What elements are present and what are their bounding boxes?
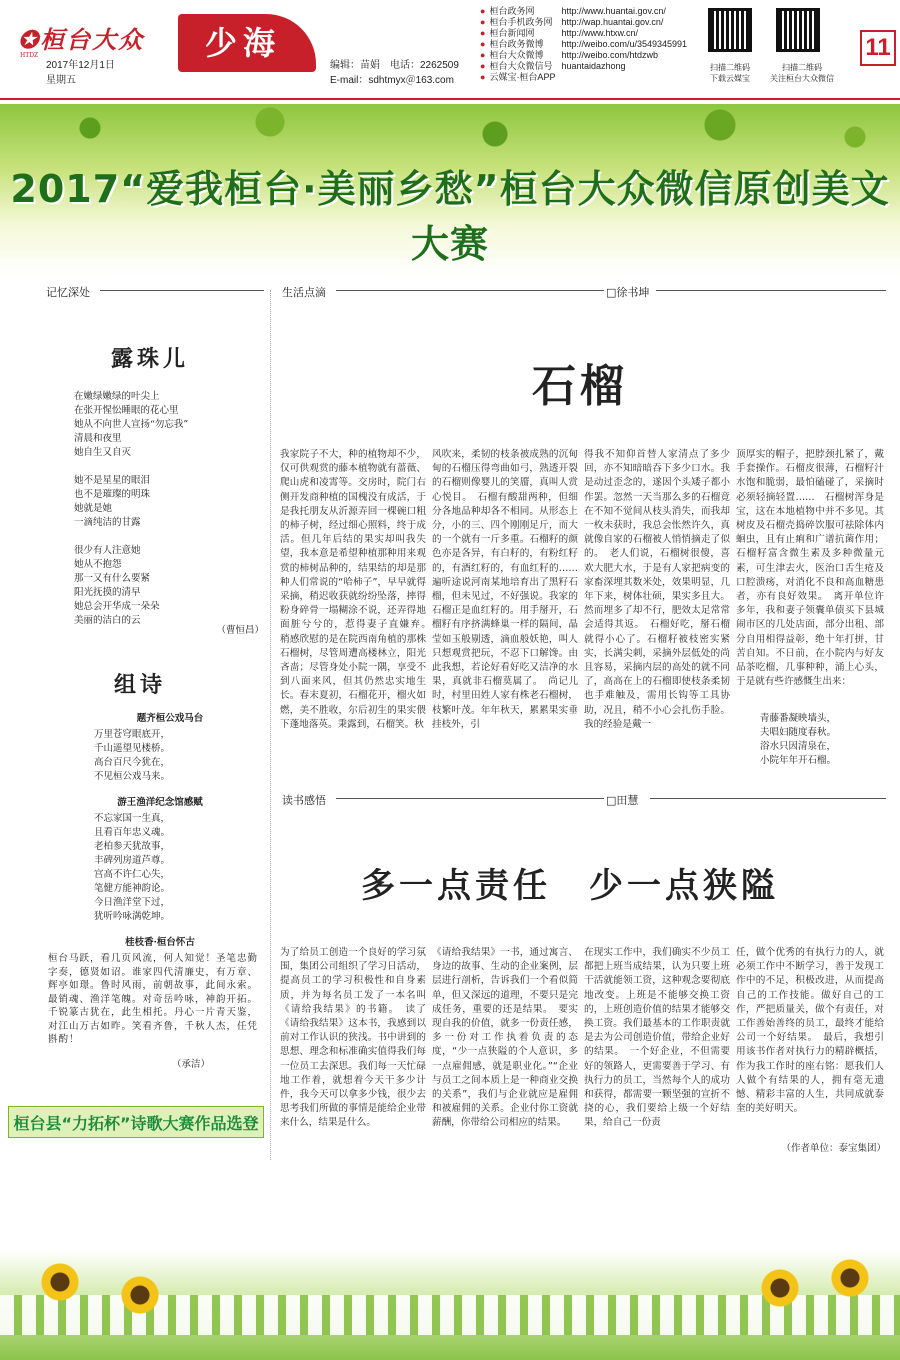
poem-line: 千山遥望见楼桥。: [94, 743, 171, 754]
divider: [336, 798, 604, 799]
editor-info: [330, 58, 459, 88]
link-row[interactable]: ● 桓台政务微博 http://weibo.com/u/3549345991: [480, 39, 688, 49]
verse-line: 青藤番凝映墙头，: [760, 713, 837, 724]
editor-line: 编辑：苗娟 电话：2262509: [330, 60, 459, 71]
link-row[interactable]: ● 云媒宝·桓台APP: [480, 72, 556, 82]
leaf-decoration: [0, 104, 900, 164]
article-column: 顶厚实的帽子，把脖颈扎紧了，戴手套操作。石榴皮很薄，石榴籽汁水饱和脆弱，最怕磕碰了，采摘时必须轻摘轻置…… 石榴树浑身是宝，这在本地植物中并不多见。其树皮及石榴壳捣碎饮服可祛除体内蛔虫，且有止痢和广谱抗菌作用；石榴籽富含微生素及多种微量元素，可生津去火，医治口舌生疮及口腔溃疡，对消化不良和高血糖患者，亦有良好效果。 离开单位许多年，我和妻子领囊单债买下县城闹市区的几处店面，部分出租、部分自用相得益彰，绝十年打拼，甘苦自知。不日前，在小院内与好友品茶吃榴，几事种种，涌上心头，于是就有些许感慨生出来：: [736, 449, 884, 688]
poem-line: [74, 460, 264, 474]
poem-line: 犹听吟咏满乾坤。: [94, 911, 171, 922]
poem-line: 万里苍穹眼底开，: [94, 729, 171, 740]
sunflower-icon: [830, 1258, 870, 1298]
article-section-label: 生活点滴: [282, 286, 326, 299]
bullet-icon: ●: [480, 17, 486, 27]
poem-line: 她从不向世人宣扬“勿忘我”: [74, 419, 189, 430]
left-section-label: 记忆深处: [46, 286, 90, 299]
bullet-icon: ●: [480, 28, 486, 38]
qr-code-app[interactable]: [708, 8, 752, 52]
page-number: 11: [860, 30, 896, 66]
poem-title: 露珠儿: [110, 346, 189, 372]
sunflower-icon: [760, 1268, 800, 1308]
poem-line: 她从不抱怨: [74, 559, 122, 570]
poem-line: 她总会开华成一朵朵: [74, 601, 160, 612]
bullet-icon: ●: [480, 39, 486, 49]
poem-line: 老柏参天犹故事，: [94, 841, 171, 852]
verse-line: 小院年年开石榴。: [760, 755, 837, 766]
article-author: □田慧: [606, 794, 639, 807]
divider: [100, 290, 264, 291]
poem-body: [74, 390, 264, 628]
paper-logo: ✪桓台大众: [18, 25, 145, 54]
poem-author: （承洁）: [171, 1059, 210, 1070]
email-line: E-mail：sdhtmyx＠163.com: [330, 75, 454, 86]
link-row[interactable]: ● 桓台大众微信号 huantaidazhong: [480, 61, 626, 71]
link-row[interactable]: ● 桓台政务网 http://www.huantai.gov.cn/: [480, 6, 666, 16]
link-row[interactable]: ● 桓台新闻网 http://www.htxw.cn/: [480, 28, 638, 38]
poem-line: 很少有人注意她: [74, 545, 141, 556]
paper-abbr: HTDZ: [20, 52, 39, 59]
poem-line: 丰碑列房道芦尊。: [94, 855, 171, 866]
paper-name: 桓台大众: [40, 25, 145, 54]
issue-date-block: [46, 58, 115, 88]
article-verse: [760, 712, 890, 768]
article-column: 风吹来，柔韧的枝条被成熟的沉甸甸的石榴压得弯曲如弓，熟透开裂的石榴则像婴儿的笑靥，真叫人赏心悦目。 石榴有酸甜两种，但细分各地品种却各不相同。从形态上分，小的三、四个刚刚足斤，而大的一个就有一斤多重。石榴籽的颜色亦是各异，有白籽的，有粉红籽的，有酒红籽的，有血红籽的……遍听途说河南某地培育出了黑籽石榴，但未见过，不好强说。我家的石榴正是血红籽的。用手掰开，石榴籽有序挤满蜂巢一样的隔间，晶莹如玉般剔透，滴血般妖艳，叫人只想观赏把玩，不忍下口解馋。由此我想，若论好看好吃又洁净的水果，真就非石榴莫属了。 尚记儿时，村里田姓人家有株老石榴树，枝繁叶茂。年年秋天，累累果实垂挂枝外，引: [432, 449, 578, 730]
issue-date: 2017年12月1日: [46, 60, 115, 71]
qr-code-wechat[interactable]: [776, 8, 820, 52]
poem-line: 她自生又自灭: [74, 447, 132, 458]
bullet-icon: ●: [480, 6, 486, 16]
subpoem-body: 桓台马跃，看几页风流，何人知觉！圣笔忠勤字奏，德贤如诏。谁家四代清廉史，有万章、辉亭如璟。鲁时风雨，前朝故事，此间永索。 最销魂、渔洋笔魄。对奇岳吟咏，神韵开拓。千锐篆古犹在，此生相托。丹心一片青天鉴，对江山万古如昨。笑看齐鲁，千秋人杰，任凭斟酌！: [48, 953, 264, 1045]
poem-line: 宫高不许仁心失，: [94, 869, 171, 880]
qr-caption-app: 扫描二维码 下载云媒宝: [710, 63, 750, 83]
poem-line: 不见桓公戏马来。: [94, 771, 171, 782]
poem-author: （曹恒昌）: [216, 625, 264, 636]
divider: [650, 798, 886, 799]
article-column: 在现实工作中，我们确实不少员工都把上班当成结果，认为只要上班干活就能领工资，这种观念要彻底地改变。上班是不能够交换工资的，上班创造价值的结果才能够交换工资。我们最基本的工作职责就是去为公司创造价值，带给企业好的结果。 一个好企业，不但需要好的领路人，更需要善于学习、有执行力的员工，当然每个人的成功和获得，都需要一颗坚强的宣折不挠的心，我们要给上级一个好结果，给自己一份责: [584, 947, 730, 1129]
divider: [336, 290, 604, 291]
bullet-icon: ●: [480, 50, 486, 60]
poem-line: 她就是她: [74, 503, 113, 514]
verse-line: 浴水只因清泉在，: [760, 741, 837, 752]
qr-caption-wechat: 扫描二维码 关注桓台大众微信: [770, 63, 834, 83]
article-title: 多一点责任 少一点狭隘: [361, 866, 779, 906]
links-list: [480, 6, 730, 83]
article-author: □徐书坤: [606, 286, 650, 299]
poem-line: 笔健方能神韵论。: [94, 883, 171, 894]
issue-weekday: 星期五: [46, 75, 76, 86]
article-column: 我家院子不大，种的植物却不少，仅可供观赏的藤本植物就有蔷薇、爬山虎和凌霄等。交房时，院门右侧开发商种植的国槐没有成活，于是我托朋友从沂源弄回一棵碗口粗的柿子树，经过细心照料，终于成活。但几年后结的果实却叫我失望，我本意是希望种植那种用来观赏的柿树品种的，结果结的却是那种人们常说的“哈柿子”，早早就得采摘，稍迟收获就纷纷坠落，摔得粉身碎骨一塌糊涂不说，还弄得地面脏兮兮的，惹得妻子直嫌弃。 稍感欣慰的是在院西南角植的那株石榴树，尽管周遭高楼林立，阳光吝啬；尽管身处小院一隅，享受不到八面来风，但其仍然忠实地生长。春末夏初，石榴花开，榴火如燃，美不胜收，尔后初生的果实偎下蓬地落英。秉露到，石榴笑。秋: [280, 449, 426, 730]
author-affiliation: （作者单位：泰宝集团）: [781, 1143, 886, 1154]
verse-line: 夫唱妇随度春秋。: [760, 727, 837, 738]
poem-line: 在嫩绿嫩绿的叶尖上: [74, 391, 160, 402]
column-divider: [270, 290, 271, 1160]
poem-line: 她不是星星的眼泪: [74, 475, 151, 486]
bullet-icon: ●: [480, 61, 486, 71]
link-row[interactable]: ● 桓台大众微博 http://weibo.com/htdzwb: [480, 50, 658, 60]
sunflower-icon: [120, 1275, 160, 1315]
poem-line: 那一又有什么要紧: [74, 573, 151, 584]
poem-line: 美丽的洁白的云: [74, 615, 141, 626]
poem-line: 不忘家国一生真，: [94, 813, 171, 824]
divider: [656, 290, 886, 291]
poem-line: 且看百年忠义魂。: [94, 827, 171, 838]
sunflower-icon: [40, 1262, 80, 1302]
article-section-label: 读书感悟: [282, 794, 326, 807]
subpoem-title: 题齐桓公戏马台: [136, 713, 204, 724]
subpoem-body: [94, 812, 244, 924]
subpoem-body: [94, 728, 244, 784]
article-column: 为了给员工创造一个良好的学习氛围，集团公司组织了学习日活动，提高员工的学习积极性和自身素质，并为每名员工发了一本名叫《请给我结果》的书籍。 读了《请给我结果》这本书，我感到以前对工作认识的狭浅。书中讲到的思想、理念和标准确实值得我们每一位员工去深思。我们每一天忙碌地工作着，就想着今天干多少计件，我今天可以拿多少钱，很少去思考我们所做的事情是能给企业带来什么，结果是什么。: [280, 947, 426, 1129]
poem-line: 也不是璀璨的明珠: [74, 489, 151, 500]
article-column: 《请给我结果》一书，通过寓言、身边的故事、生动的企业案例，层层进行剖析，告诉我们一个看似简单，但又深远的道理，不要只是完成任务，重要的还是结果。 要实现自我的价值，就多一份责任感，多一份对工作执着负责的态度，“少一点狭隘的个人意识，多一点雇佣感，就是职业化。”“企业与员工之间本质上是一种商业交换的关系”，我们与企业就应是雇佣和被雇佣的关系。企业付你工资就薪酬，你带给公司相应的结果。: [432, 947, 578, 1129]
poem-line: 清晨和夜里: [74, 433, 122, 444]
article-column: 得我不知仰首替人家清点了多少回，亦不知暗暗吞下多少口水。我是动过歪念的，遂因个头矮子都小作罢。忽然一天当那么多的石榴竟在不知不觉间从枝头消失，而我却一枚未获时，我总会怅然许久，真就像自家的石榴被人悄悄摘走了似的。 老人们说，石榴树很傻，喜欢大肥大水，于是有人家把病变的家畜深埋其数米处，效果明显，几年下来，树体壮硕，果实多且大。然而埋多了却不行，肥效太足常常会适得其返。 石榴好吃，掰石榴就得小心了。石榴籽被枝密实紧实，长满尖刺，采摘外层低处的尚且容易，采摘内层的高处的就不同了，高高在上的石榴即使枝条柔韧也手难触及，需用长钩等工具协助，况且，稍不小心会扎伤手脸。我的经验是戴一: [584, 449, 730, 730]
article-column: 任，做个优秀的有执行力的人，就必须工作中不断学习，善于发现工作中的不足，积极改进，从而提高自己的工作技能。做好自己的工作，严把质量关，做个有责任，对工作善始善终的员工，最终才能给公司一个好结果。 最后，我想引用该书作者对执行力的精辟概括，作为我工作时的座右铭：愿我们人人做个有结果的人，拥有毫无遗憾、精彩丰富的人生，共同成就泰奎的美好明天。: [736, 947, 884, 1115]
subpoem-title: 游王渔洋纪念馆感赋: [117, 797, 203, 808]
contest-title: 2017“爱我桓台·美丽乡愁”桓台大众微信原创美文大赛: [10, 167, 890, 266]
poem-group-title: 组诗: [113, 672, 166, 698]
section-name: 少海: [205, 24, 282, 62]
poem-line: 高台百尺今犹在，: [94, 757, 171, 768]
subpoem-title: 桂枝香·桓台怀古: [125, 937, 195, 948]
contest-bar-text: 桓台县“力拓杯”诗歌大赛作品选登: [13, 1114, 259, 1133]
poem-line: 一滴纯洁的甘露: [74, 517, 141, 528]
poem-line: 在张开惺忪睡眼的花心里: [74, 405, 179, 416]
bullet-icon: ●: [480, 72, 486, 82]
poem-line: 阳光抚摸的清早: [74, 587, 141, 598]
poem-line: [74, 530, 264, 544]
link-row[interactable]: ● 桓台手机政务网 http://wap.huantai.gov.cn/: [480, 17, 664, 27]
poem-line: 今日渔洋堂下过，: [94, 897, 171, 908]
article-title: 石榴: [532, 361, 628, 412]
